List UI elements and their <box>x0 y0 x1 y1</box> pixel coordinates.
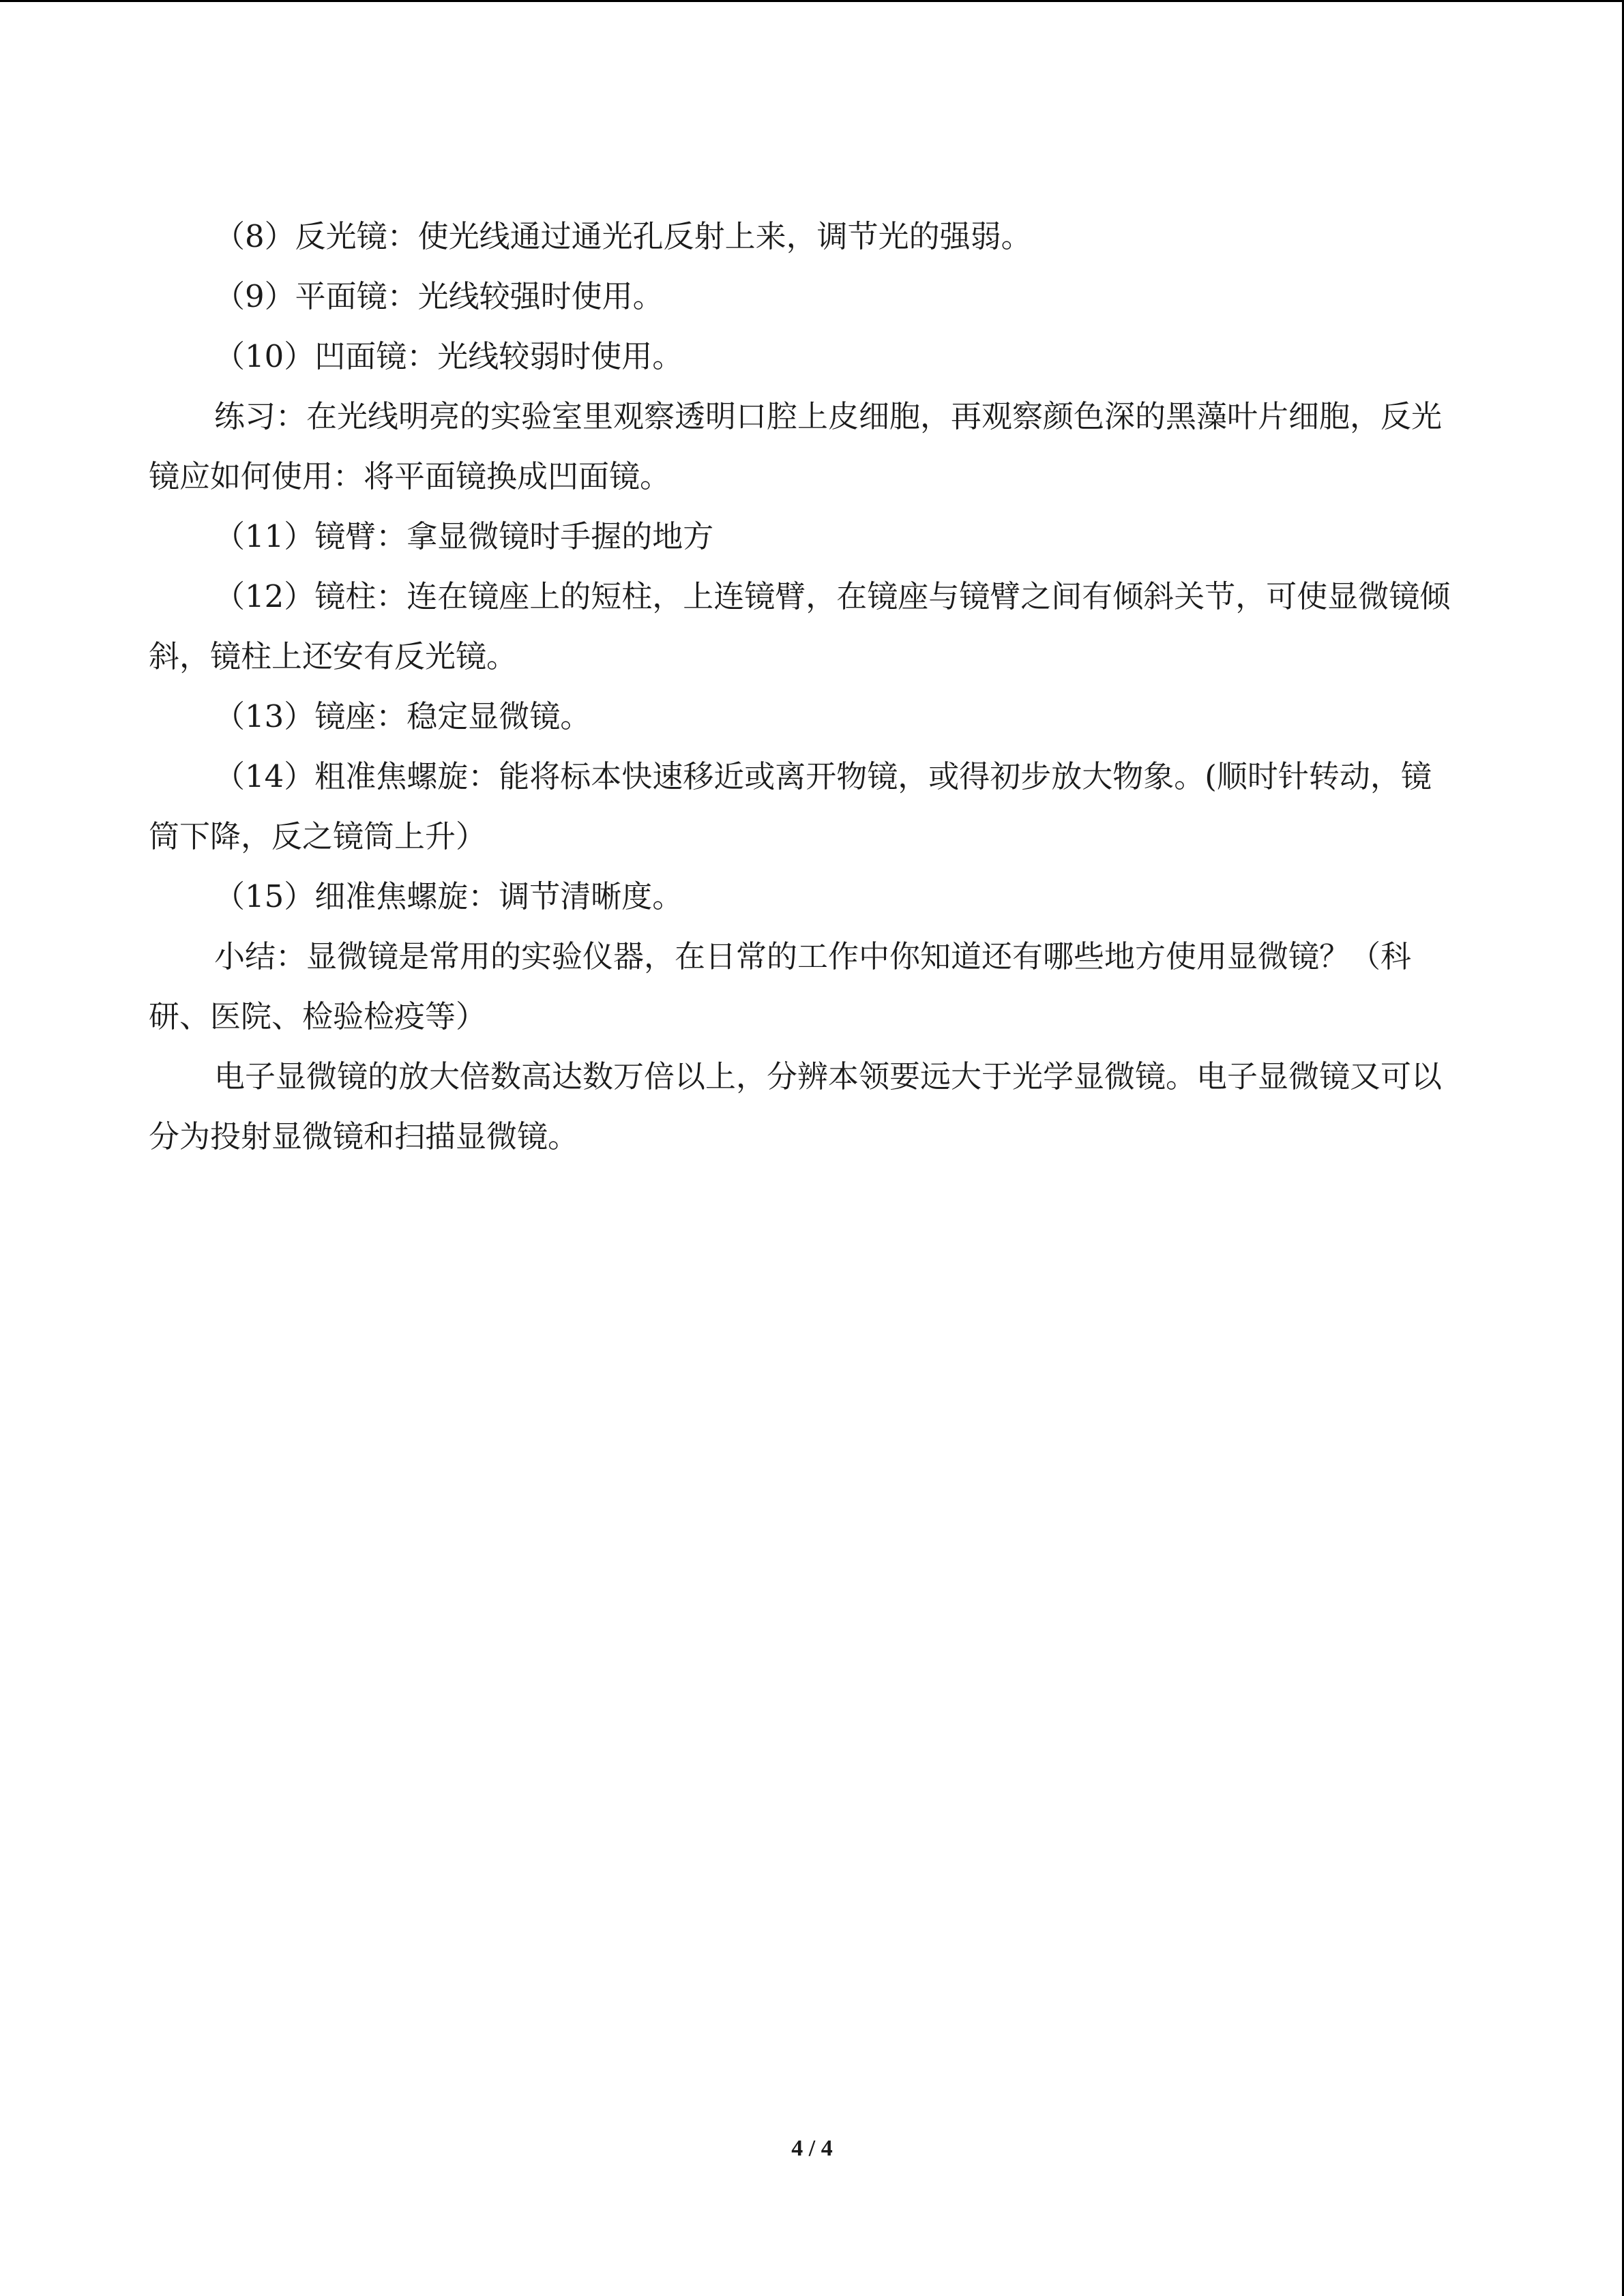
page-number: 4 / 4 <box>791 2136 833 2161</box>
paragraph-pillar: （12）镜柱：连在镜座上的短柱，上连镜臂，在镜座与镜臂之间有倾斜关节，可使显微镜倾斜，镜柱上还安有反光镜。 <box>149 578 1451 674</box>
paragraph-exercise: 练习：在光线明亮的实验室里观察透明口腔上皮细胞，再观察颜色深的黑藻叶片细胞，反光镜应如何使用：将平面镜换成凹面镜。 <box>149 398 1443 494</box>
paragraph-concave-mirror: （10）凹面镜：光线较弱时使用。 <box>214 338 683 374</box>
paragraph-flat-mirror: （9）平面镜：光线较强时使用。 <box>214 278 664 314</box>
paragraph-summary: 小结：显微镜是常用的实验仪器，在日常的工作中你知道还有哪些地方使用显微镜？（科研、医院、检验检疫等） <box>149 938 1412 1034</box>
paragraph-base: （13）镜座：稳定显微镜。 <box>214 698 591 734</box>
paragraph-arm: （11）镜臂：拿显微镜时手握的地方 <box>214 518 714 554</box>
paragraph-coarse-focus: （14）粗准焦螺旋：能将标本快速移近或离开物镜，或得初步放大物象。(顺时针转动，镜筒下降，反之镜筒上升） <box>149 758 1432 854</box>
paragraph-reflector: （8）反光镜：使光线通过通光孔反射上来，调节光的强弱。 <box>214 218 1032 254</box>
paragraph-electron-microscope: 电子显微镜的放大倍数高达数万倍以上，分辨本领要远大于光学显微镜。电子显微镜又可以分为投射显微镜和扫描显微镜。 <box>149 1058 1443 1154</box>
paragraph-fine-focus: （15）细准焦螺旋：调节清晰度。 <box>214 878 683 914</box>
document-body <box>149 207 1458 1167</box>
